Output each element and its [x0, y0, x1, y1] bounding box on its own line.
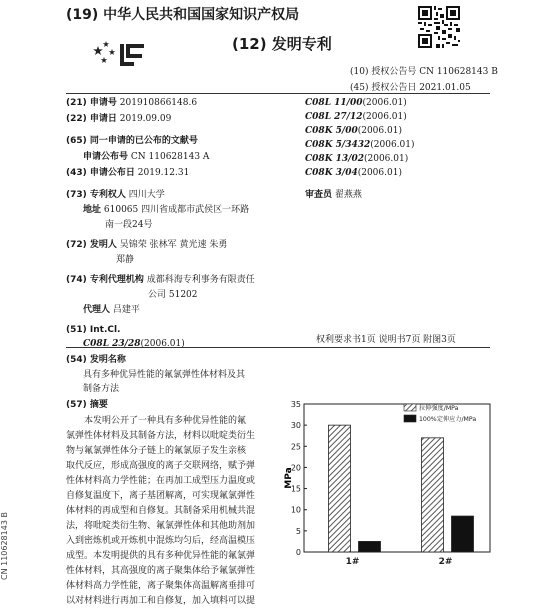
invention-title-heading: (54) 发明名称 [66, 355, 126, 365]
patent-agency: (74) 专利代理机构 成都科海专利事务有限责任 [66, 275, 255, 285]
y-tick-label: 20 [290, 463, 301, 473]
classification-item: C08K 5/3432(2006.01) [305, 140, 415, 150]
x-tick-label: 2# [438, 557, 453, 567]
patent-agency-line2: 公司 51202 [148, 290, 198, 300]
classification-item: C08K 5/00(2006.01) [305, 126, 402, 136]
x-axis [346, 557, 453, 567]
y-tick-label: 5 [295, 526, 301, 536]
y-tick-label: 35 [290, 400, 301, 409]
application-number: (21) 申请号 201910866148.6 [66, 98, 198, 108]
y-axis-label: MPa [284, 467, 294, 489]
patentee: (73) 专利权人 四川大学 [66, 190, 165, 200]
filing-date: (22) 申请日 2019.09.09 [66, 114, 172, 124]
prior-publication-date: (43) 申请公布日 2019.12.31 [66, 168, 190, 178]
grant-publication-number: (10) 授权公告号 CN 110628143 B [350, 67, 498, 77]
y-tick-label: 0 [295, 548, 301, 557]
classification-item: C08L 11/00(2006.01) [305, 98, 407, 108]
chart-legend [404, 404, 476, 423]
document-kind: (12) 发明专利 [232, 35, 332, 53]
classification-list [305, 96, 415, 180]
grant-publication-date: (45) 授权公告日 2021.01.05 [350, 83, 471, 93]
abstract-figure-chart [282, 398, 498, 584]
patent-agent: 代理人 吕建平 [83, 305, 140, 315]
legend-label: 拉伸强度/MPa [419, 405, 459, 412]
section-divider [66, 347, 490, 348]
abstract-text: 本发明公开了一种具有多种优异性能的氟 氯弹性体材料及其制备方法，材料以吡啶类衍生 物与氟氯弹性体分子链上的氟氯原子发生亲核 取代反应，形成高强度的离子交联网络，赋予弹 性体材料高力学性能；在再加工成型压力温度或 自修复温度下，离子基团解离，可实现氟氯弹性 体材料的再成型和自修复。其制备采用机械共混 法，将吡啶类衍生物、氟氯弹性体和其他助剂加 入到密炼机或开炼机中混炼均匀后，经高温模压 成型。本发明提供的具有多种优异性能的氟氯弹 性体材料，其高强度的离子聚集体给予氟氯弹性 体材料高力学性能，离子聚集体高温解离垂排可 以对材料进行再加工和自修复，加入填料可以提 [66, 416, 256, 606]
y-tick-label: 30 [290, 421, 301, 431]
y-tick-label: 10 [290, 505, 301, 515]
prior-publication-number: 申请公布号 CN 110628143 A [83, 152, 210, 162]
page-count-info: 权利要求书1页 说明书7页 附图3页 [316, 335, 456, 345]
legend-swatch [404, 415, 416, 422]
abstract-heading: (57) 摘要 [66, 400, 108, 410]
bar [359, 541, 381, 552]
prior-publication-heading: (65) 同一申请的已公布的文献号 [66, 136, 198, 146]
legend-label: 100%定伸应力/MPa [419, 416, 477, 423]
qr-code-icon [418, 6, 460, 48]
classification-item: C08L 27/12(2006.01) [305, 112, 407, 122]
classification-item: C08K 3/04(2006.01) [305, 168, 402, 178]
patentee-address-line2: 南一段24号 [105, 220, 153, 230]
office-emblem-icon [90, 40, 148, 70]
int-cl-code: C08L 23/28(2006.01) [83, 339, 185, 349]
inventors: (72) 发明人 吴锦荣 张林军 黄光速 朱勇 [66, 240, 228, 250]
int-cl-heading: (51) Int.Cl. [66, 325, 121, 335]
bar [329, 425, 351, 552]
bar-group [329, 425, 474, 552]
office-heading: (19) 中华人民共和国国家知识产权局 [66, 7, 300, 23]
side-publication-stamp: CN 110628143 B [0, 512, 9, 580]
invention-title: 具有多种优异性能的氟氯弹性体材料及其 制备方法 [83, 370, 246, 394]
y-tick-label: 25 [290, 442, 301, 452]
patentee-address: 地址 610065 四川省成都市武侯区一环路 [83, 205, 250, 215]
legend-swatch [404, 404, 416, 411]
bar [452, 516, 474, 552]
examiner: 审查员 翟燕燕 [305, 190, 362, 200]
inventors-line2: 郑静 [116, 255, 135, 265]
header-divider [66, 93, 490, 94]
bar [422, 438, 444, 552]
classification-item: C08K 13/02(2006.01) [305, 154, 409, 164]
y-tick-label: 15 [290, 484, 301, 494]
x-tick-label: 1# [345, 557, 360, 567]
